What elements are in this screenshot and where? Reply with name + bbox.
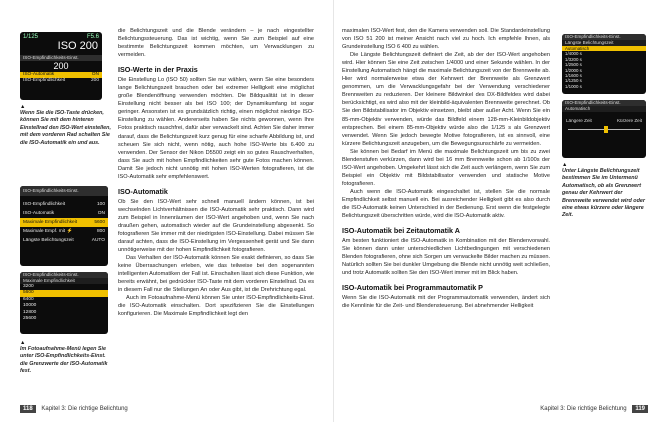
sensitivity-option[interactable]: 6400 — [23, 296, 34, 302]
paragraph: Das Verhalten der ISO-Automatik können Sie exakt definieren, so dass Sie keine Überraschungen erleben, wie das teilweise bei den sogenannten intelligenten Automatiken der Fall ist. Einschalten lässt sich diese Funktion, wie bereits erwähnt, bei gedrückter ISO-Taste mit dem vorderen Einstellrad. Da es in diesem Fall nur die Stellungen An oder Aus gibt, ist die Drehrichtung egal. — [118, 255, 314, 294]
menu-row-label: Maximale Empfindlichkeit — [23, 220, 78, 225]
iso-auto-label: ISO-Automatik — [23, 72, 55, 77]
iso-readout: ISO 200 — [57, 40, 98, 52]
menu-row-label: ISO-Empfindlichkeit — [23, 202, 66, 207]
paragraph: Am besten funktioniert die ISO-Automatik in Kombination mit der Blendenvorwahl. Sie können dann unter unterschiedlichen Lichtbedingungen mit verschiedenen Blenden fotografieren, ohne sich Sorgen um verwackelte Bilder machen zu müssen. Natürlich sollten Sie bei dunkler Umgebung die Blende nicht unnötig weit schließen, und trotz Automatik sollten Sie den ISO-Wert immer mit im Blick haben. — [342, 238, 551, 277]
right-page — [334, 0, 668, 422]
submenu-subtitle: Maximale Empfindlichkeit — [20, 278, 108, 284]
shorter-time-label: Kürzere Zeit — [616, 118, 642, 123]
sensitivity-option[interactable]: 3200 — [23, 284, 34, 289]
iso-sensitivity-value: 200 — [90, 78, 99, 84]
paragraph: Ob Sie den ISO-Wert sehr schnell manuell ändern können, ist bei wechselnden Lichtverhältnissen die ISO-Automatik sehr praktisch. Dann wird zum Beispiel in Innenräumen der ISO-Wert angehoben und, wenn Sie nach draußen gehen, automatisch wieder auf die Grundeinstellung abgesenkt. So fotografieren Sie immer mit der niedrigsten ISO-Einstellung. Dabei müssen Sie darauf achten, dass die ISO-Einstellung im Vergessenheit gerät und Sie dann unnötigerweise mit der hohen Empfindlichkeit fotografieren. — [118, 198, 314, 254]
menu-row-label: ISO-Automatik — [23, 211, 55, 216]
caption-right — [562, 162, 650, 220]
exposure-option[interactable]: 1/1000 s — [565, 83, 582, 89]
longest-exposure-screenshot — [562, 34, 646, 94]
menu-row[interactable] — [20, 227, 108, 236]
sensitivity-option[interactable]: 10000 — [23, 303, 37, 309]
menu-row-label: Maximale Empf. mit ⚡ — [23, 229, 73, 234]
submenu-title: ISO-Empfindlichkeits-Einst. — [20, 272, 108, 278]
iso-settings-menu-screenshot — [20, 186, 108, 266]
sensitivity-option[interactable]: 25600 — [23, 316, 37, 322]
submenu-title: ISO-Empfindlichkeits-Einst. — [562, 100, 646, 106]
longer-time-label: Längere Zeit — [566, 118, 592, 123]
menu-row-value: AUTO — [91, 238, 105, 243]
left-footer — [20, 405, 128, 413]
footer-chapter: Kapitel 3: Die richtige Belichtung — [540, 406, 627, 412]
paragraph: Die Längste Belichtungszeit definiert die Zeit, ab der der ISO-Wert angehoben wird. Hier können Sie eine Zeit zwischen 1/4000 und einer Sekunde wählen. In der Einstellung Automatisch hängt die maximale Belichtungszeit von der Brennweite ab. Hier wird normalerweise etwa der Kehrwert der Brennweite als Grenzwert genommen, um die Verwacklungsgefahr bei der Verwendung verschiedener Brennweiten zu reduzieren. Der kleinere Bildwinkel des DX-Bildfeldes wird dabei berücksichtigt, es wird also mit der kleinbild-äquivalenten Brennweite gerechnet. Ob Sie den Bildstabilisator im Objektiv einsetzen, bleibt aber außer Acht. Wenn Sie ein 85-mm-Objektiv verwenden, würde das Bildfeld einem 128-mm-Kleinbildobjektiv entsprechen. Bei einem 85-mm-Objektiv würde also die 1/125 s als Grenzwert verwendet. Wenn Sie jedoch bewegte Motive fotografieren, ist es sinnvoll, eine kürzere Belichtungszeit anzugeben, um die Bewegungsunschärfe zu vermeiden. — [342, 52, 550, 147]
time-slider[interactable] — [568, 129, 640, 136]
exposure-list — [562, 46, 646, 89]
menu-row-value: 100 — [96, 202, 105, 207]
menu-rows — [20, 200, 108, 245]
menu-row-label: Längste Belichtungszeit — [23, 238, 74, 243]
right-footer — [540, 405, 648, 413]
paragraph: Sie können bei Bedarf im Menü die maximale Belichtungszeit um bis zu zwei Blendenstufen verkürzen, dann wird bei 16 mm Brennweite schon ab 1/100s der ISO-Wert angehoben. Umgekehrt lässt sich die Zeit auch verlängern, wenn Sie zum Beispiel ein Objektiv mit Bildstabilisator verwenden und statische Motive fotografieren. — [342, 148, 550, 187]
caption-1-text: Wenn Sie die ISO-Taste drücken, können Sie mit dem hinteren Einstellrad den ISO-Wert einstellen, mit dem vorderen Rad schalten Sie die ISO-Automatik ein und aus. — [20, 110, 111, 146]
caption-arrow-icon: ▲ — [562, 162, 568, 168]
sensitivity-list — [20, 284, 108, 322]
auto-slider-screenshot — [562, 100, 646, 158]
exposure-option[interactable]: 1/4000 s — [565, 51, 582, 57]
paragraph: maximalen ISO-Wert fest, den die Kamera verwenden soll. Die Standardeinstellung von ISO 51 200 ist meiner Ansicht nach viel zu hoch. Ich empfehle Ihnen, als Grundeinstellung ISO 6 400 zu wählen. — [342, 28, 550, 51]
iso-sensitivity-label: ISO-Empfindlichkeit — [23, 78, 66, 84]
paragraph: Wenn Sie die ISO-Automatik mit der Programmautomatik verwenden, ändert sich die Kennlinie für die Zeit- und Blendensteuerung. Bei abnehmender Helligkeit — [342, 295, 550, 310]
paragraph: Auch im Fotoaufnahme-Menü können Sie unter ISO-Empfindlichkeits-Einst. die ISO-Automatik einschalten. Dort spezifizieren Sie die Einstellungen konfigurieren. Die Maximale Empfindlichkeit legt den — [118, 295, 314, 318]
caption-arrow-icon: ▲ — [20, 104, 26, 110]
iso-tab-label: ISO-Empfindlichkeits-Einst. — [20, 55, 102, 61]
exposure-option[interactable]: 1/3200 s — [565, 56, 582, 62]
aperture-readout: F5.6 — [86, 34, 99, 40]
menu-row-value: 800 — [96, 229, 105, 234]
menu-row-value: ON — [97, 211, 105, 216]
menu-row[interactable] — [20, 200, 108, 209]
submenu-title: ISO-Empfindlichkeits-Einst. — [562, 34, 646, 40]
caption-2-text: Im Fotoaufnahme-Menü legen Sie unter ISO-Empfindlichkeits-Einst. die Grenzwerte der ISO-Automatik fest. — [20, 346, 108, 375]
exposure-option[interactable]: 1/2000 s — [565, 67, 582, 73]
iso-value-large: 200 — [53, 61, 69, 71]
heading-iso-auto-a: ISO-Automatik bei Zeitautomatik A — [342, 226, 460, 236]
max-sensitivity-screenshot — [20, 272, 108, 334]
exposure-option[interactable]: Automatisch — [562, 46, 646, 51]
slider-handle[interactable] — [604, 126, 608, 133]
submenu-subtitle: Längste Belichtungszeit — [562, 40, 646, 46]
caption-right-text: Unter Längste Belichtungszeit bestimmen Sie im Untermenü Automatisch, ob als Grenzwert genau der Kehrwert der Brennweite verwendet wird oder eine etwas kürzere oder längere Zeit. — [562, 168, 645, 219]
heading-iso-auto-p: ISO-Automatik bei Programmautomatik P — [342, 283, 483, 293]
iso-sensitivity-row[interactable] — [20, 78, 102, 84]
heading-iso-auto: ISO-Automatik — [118, 186, 168, 196]
shutter-readout: 1/125 — [23, 34, 39, 40]
heading-iso-practice: ISO-Werte in der Praxis — [118, 65, 198, 75]
exposure-option[interactable]: 1/1250 s — [565, 78, 582, 84]
caption-2 — [20, 340, 112, 376]
camera-display-screenshot — [20, 32, 102, 100]
menu-row-value: 5600 — [94, 220, 105, 225]
iso-auto-value: ON — [91, 72, 99, 77]
sensitivity-option[interactable]: 5600 — [20, 290, 108, 296]
paragraph: Auch wenn die ISO-Automatik eingeschaltet ist, stellen Sie die normale Empfindlichkeit selbst manuell ein. Bei ausreichender Helligkeit gibt es also durch die ISO-Automatik keinen Unterschied in der Bedienung. Erst wenn die festgelegte Belichtungszeit überschritten würde, wird die ISO-Automatik aktiv. — [342, 188, 550, 220]
menu-row[interactable] — [20, 236, 108, 245]
submenu-subtitle: Automatisch — [562, 106, 646, 112]
exposure-option[interactable]: 1/2500 s — [565, 62, 582, 68]
right-text-column — [342, 27, 550, 310]
sensitivity-option[interactable]: 12800 — [23, 309, 37, 315]
footer-chapter: Kapitel 3: Die richtige Belichtung — [41, 406, 128, 412]
exposure-option[interactable]: 1/1600 s — [565, 73, 582, 79]
menu-row[interactable] — [20, 209, 108, 218]
left-text-column — [118, 27, 314, 319]
caption-1 — [20, 104, 112, 147]
page-number: 119 — [632, 405, 648, 413]
caption-arrow-icon: ▲ — [20, 340, 26, 346]
menu-row[interactable] — [20, 218, 108, 227]
page-number: 118 — [20, 405, 36, 413]
menu-title: ISO-Empfindlichkeits-Einst. — [20, 186, 108, 196]
paragraph: die Belichtungszeit und die Blende verändern – je nach eingestellter Belichtungssteuerung. Das ist wichtig, wenn Sie zum Beispiel auf eine bestimmte Belichtungszeit kommen möchten, um Verwacklungen zu vermeiden. — [118, 28, 314, 59]
paragraph: Die Einstellung Lo (ISO 50) sollten Sie nur wählen, wenn Sie eine besonders lange Belichtungszeit brauchen oder bei extremer Helligkeit eine möglichst große Blendenöffnung verwenden möchten. Die Bildqualität ist in dieser Einstellung nicht besser als bei ISO 100; der Dynamikumfang ist sogar geringer. Ansonsten ist es grundsätzlich richtig, einen möglichst niedrige ISO-Einstellung zu wählen. Andererseits haben Sie nichts gewonnen, wenn Ihre Fotos praktisch rauschfrei, dafür aber verwackelt sind. Achten Sie daher immer darauf, dass die Belichtungszeit kurz genug für eine scharfe Abbildung ist, und scheuen Sie sich nicht, wenn nötig, auch hohe ISO-Werte bis 6.400 zu verwenden. Der Sensor der Nikon D5500 zeigt ein so gutes Rauschverhalten, dass Sie auch mit hohen Empfindlichkeiten sehr gute Fotos machen können. Damit Sie jedoch nicht unnötig mit hohen ISO-Werten fotografieren, ist die ISO-Automatik sehr empfehlenswert. — [118, 77, 314, 180]
